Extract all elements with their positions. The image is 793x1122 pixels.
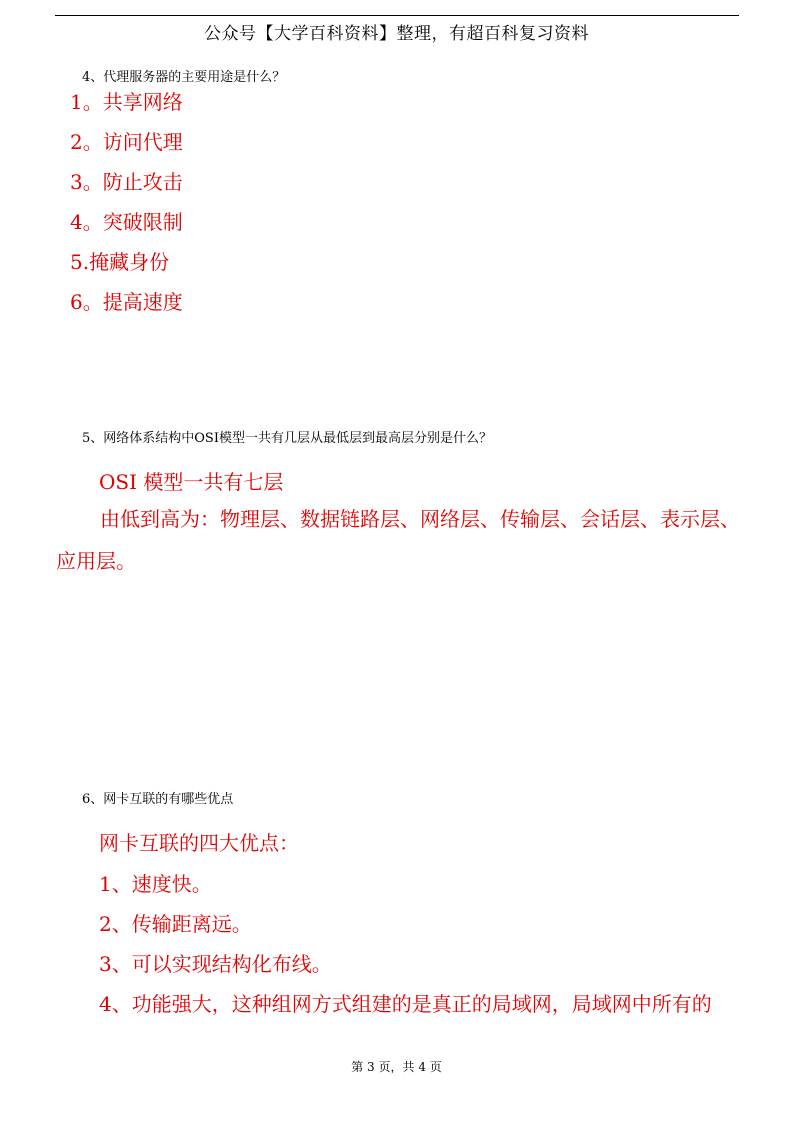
header-rule [55,15,739,16]
q4-answer-3: 3。防止攻击 [70,170,183,194]
page-header: 公众号【大学百科资料】整理，有超百科复习资料 [204,24,589,44]
question-6: 6、网卡互联的有哪些优点 [82,792,234,807]
q4-answer-6: 6。提高速度 [70,290,183,314]
q5-answer-line-1: OSI 模型一共有七层 [99,470,284,494]
q6-answer-title: 网卡互联的四大优点： [99,831,299,855]
question-4: 4、代理服务器的主要用途是什么？ [82,70,286,85]
q6-answer-4: 4、功能强大，这种组网方式组建的是真正的局域网，局域网中所有的 [99,992,712,1016]
q6-answer-1: 1、速度快。 [99,872,212,896]
q4-answer-4: 4。突破限制 [70,210,183,234]
q4-answer-1: 1。共享网络 [70,90,183,114]
q4-answer-5: 5.掩藏身份 [70,250,170,274]
question-5: 5、网络体系结构中OSI模型一共有几层从最低层到最高层分别是什么？ [82,431,492,446]
page-footer: 第 3 页，共 4 页 [351,1060,442,1074]
q4-answer-2: 2。访问代理 [70,130,183,154]
q6-answer-3: 3、可以实现结构化布线。 [99,952,332,976]
q6-answer-2: 2、传输距离远。 [99,912,252,936]
q5-answer-line-2: 由低到高为：物理层、数据链路层、网络层、传输层、会话层、表示层、应用层。 [56,507,740,573]
